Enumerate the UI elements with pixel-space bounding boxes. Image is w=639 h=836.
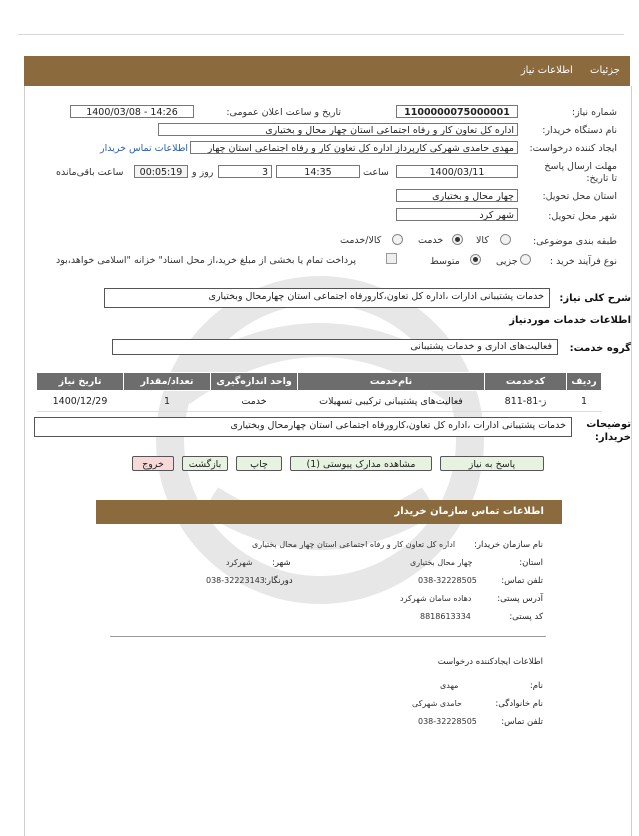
- contact-postal-label: کد پستی:: [509, 612, 543, 622]
- announce-field: 1400/03/08 - 14:26: [70, 105, 194, 118]
- top-divider: [18, 34, 624, 35]
- contact-address-label: آدرس پستی:: [497, 594, 543, 604]
- creator-family-value: حامدی شهرکی: [412, 699, 462, 708]
- province-field: چهار محال و بختیاری: [396, 189, 518, 202]
- contact-org-label: نام سازمان خریدار:: [474, 540, 543, 550]
- services-title: اطلاعات خدمات موردنیاز: [509, 315, 631, 326]
- cell-qty: 1: [124, 391, 211, 412]
- contact-org-value: اداره کل تعاون کار و رفاه اجتماعی استان چهار محال بختیاری: [252, 540, 456, 549]
- buyer-org-label: نام دستگاه خریدار:: [542, 125, 617, 136]
- creator-field: مهدی حامدی شهرکی کارپرداز اداره کل تعاون کار و رفاه اجتماعی استان چهار: [190, 141, 518, 154]
- contact-city-value: شهرکرد: [226, 558, 253, 567]
- category-service-radio[interactable]: [452, 234, 463, 245]
- days-label: روز و: [192, 167, 214, 178]
- col-row: ردیف: [567, 373, 602, 391]
- remaining-label: ساعت باقی‌مانده: [56, 167, 124, 178]
- province-label: استان محل تحویل:: [542, 191, 617, 202]
- page-header: [24, 56, 630, 86]
- payment-note: پرداخت تمام یا بخشی از مبلغ خرید،از محل اسناد" خزانه "اسلامی خواهد،بود: [56, 255, 356, 266]
- service-group-label: گروه خدمت:: [569, 343, 631, 354]
- attachments-button[interactable]: مشاهده مدارک پیوستی (1): [290, 456, 432, 471]
- creator-family-label: نام خانوادگی:: [495, 699, 543, 709]
- exit-button[interactable]: خروج: [132, 456, 174, 471]
- print-button[interactable]: چاپ: [236, 456, 282, 471]
- table-row: [37, 391, 602, 412]
- buyer-contact-link[interactable]: اطلاعات تماس خریدار: [100, 143, 189, 154]
- contact-address-value: دهاده سامان شهرکرد: [400, 594, 472, 603]
- process-medium-radio[interactable]: [470, 254, 481, 265]
- reply-button[interactable]: پاسخ به نیاز: [440, 456, 544, 471]
- cell-date: 1400/12/29: [37, 391, 124, 412]
- col-name: نام‌خدمت: [298, 373, 485, 391]
- city-label: شهر محل تحویل:: [548, 211, 617, 222]
- contact-city-label: شهر:: [272, 558, 291, 568]
- deadline-time-field: 14:35: [276, 165, 360, 178]
- need-number-field: 1100000075000001: [396, 105, 518, 118]
- notes-label: توضیحات خریدار:: [586, 419, 631, 443]
- category-service-label: خدمت: [418, 235, 444, 246]
- creator-name-value: مهدی: [440, 681, 459, 690]
- deadline-time-label: ساعت: [363, 167, 389, 178]
- col-qty: تعداد/مقدار: [124, 373, 211, 391]
- category-goods-radio[interactable]: [500, 234, 511, 245]
- contact-fax-label: دورنگار:: [264, 576, 293, 586]
- creator-section-title: اطلاعات ایجادکننده درخواست: [437, 657, 543, 667]
- category-both-label: کالا/خدمت: [340, 235, 382, 246]
- cell-code: ز-81-811: [485, 391, 567, 412]
- service-group-field: فعالیت‌های اداری و خدمات پشتیبانی: [112, 339, 558, 355]
- col-unit: واحد اندازه‌گیری: [211, 373, 298, 391]
- process-label: نوع فرآیند خرید :: [549, 256, 617, 267]
- contact-province-value: چهار محال بختیاری: [410, 558, 473, 567]
- treasury-payment-checkbox[interactable]: [386, 253, 397, 264]
- back-button[interactable]: بازگشت: [182, 456, 228, 471]
- cell-name: فعالیت‌های پشتیبانی ترکیبی تسهیلات: [298, 391, 485, 412]
- deadline-date-field: 1400/03/11: [396, 165, 518, 178]
- contact-divider: [110, 636, 546, 637]
- creator-phone-label: تلفن تماس:: [501, 717, 543, 727]
- contact-fax-value: 038-32223143: [206, 576, 265, 585]
- city-field: شهر کرد: [396, 208, 518, 221]
- summary-label: شرح کلی نیاز:: [559, 293, 631, 304]
- table-header-row: [37, 373, 602, 391]
- process-minor-label: جزیی: [496, 256, 518, 267]
- services-table: [36, 372, 602, 412]
- cell-row: 1: [567, 391, 602, 412]
- process-minor-radio[interactable]: [520, 254, 531, 265]
- category-both-radio[interactable]: [392, 234, 403, 245]
- creator-phone-value: 038-32228505: [418, 717, 477, 726]
- category-goods-label: کالا: [476, 235, 489, 246]
- tab-details[interactable]: جزئیات: [590, 65, 620, 76]
- deadline-label: مهلت ارسال پاسخ تا تاریخ:: [544, 161, 617, 184]
- contact-phone-value: 038-32228505: [418, 576, 477, 585]
- col-date: تاریخ نیاز: [37, 373, 124, 391]
- col-code: کدخدمت: [485, 373, 567, 391]
- need-number-label: شماره نیاز:: [571, 107, 617, 118]
- category-label: طبقه بندی موضوعی:: [532, 236, 617, 247]
- summary-field: خدمات پشتیبانی ادارات ،اداره کل تعاون،کارورفاه اجتماعی استان چهارمحال وبختیاری: [104, 288, 550, 308]
- creator-name-label: نام:: [529, 681, 543, 691]
- contact-phone-label: تلفن تماس:: [501, 576, 543, 586]
- cell-unit: خدمت: [211, 391, 298, 412]
- days-field: 3: [218, 165, 272, 178]
- tab-need-info[interactable]: اطلاعات نیاز: [520, 65, 573, 76]
- process-medium-label: متوسط: [430, 256, 460, 267]
- contact-postal-value: 8818613334: [420, 612, 471, 621]
- contact-header: [96, 500, 562, 524]
- announce-label: تاریخ و ساعت اعلان عمومی:: [226, 107, 341, 118]
- contact-title: اطلاعات تماس سازمان خریدار: [394, 506, 544, 517]
- remaining-time-field: 00:05:19: [134, 165, 188, 178]
- creator-label: ایجاد کننده درخواست:: [529, 143, 617, 154]
- notes-field: خدمات پشتیبانی ادارات ،اداره کل تعاون،کارورفاه اجتماعی استان چهارمحال وبختیاری: [34, 417, 572, 437]
- contact-province-label: استان:: [519, 558, 543, 568]
- buyer-org-field: اداره کل تعاون کار و رفاه اجتماعی استان چهار محال و بختیاری: [158, 123, 518, 136]
